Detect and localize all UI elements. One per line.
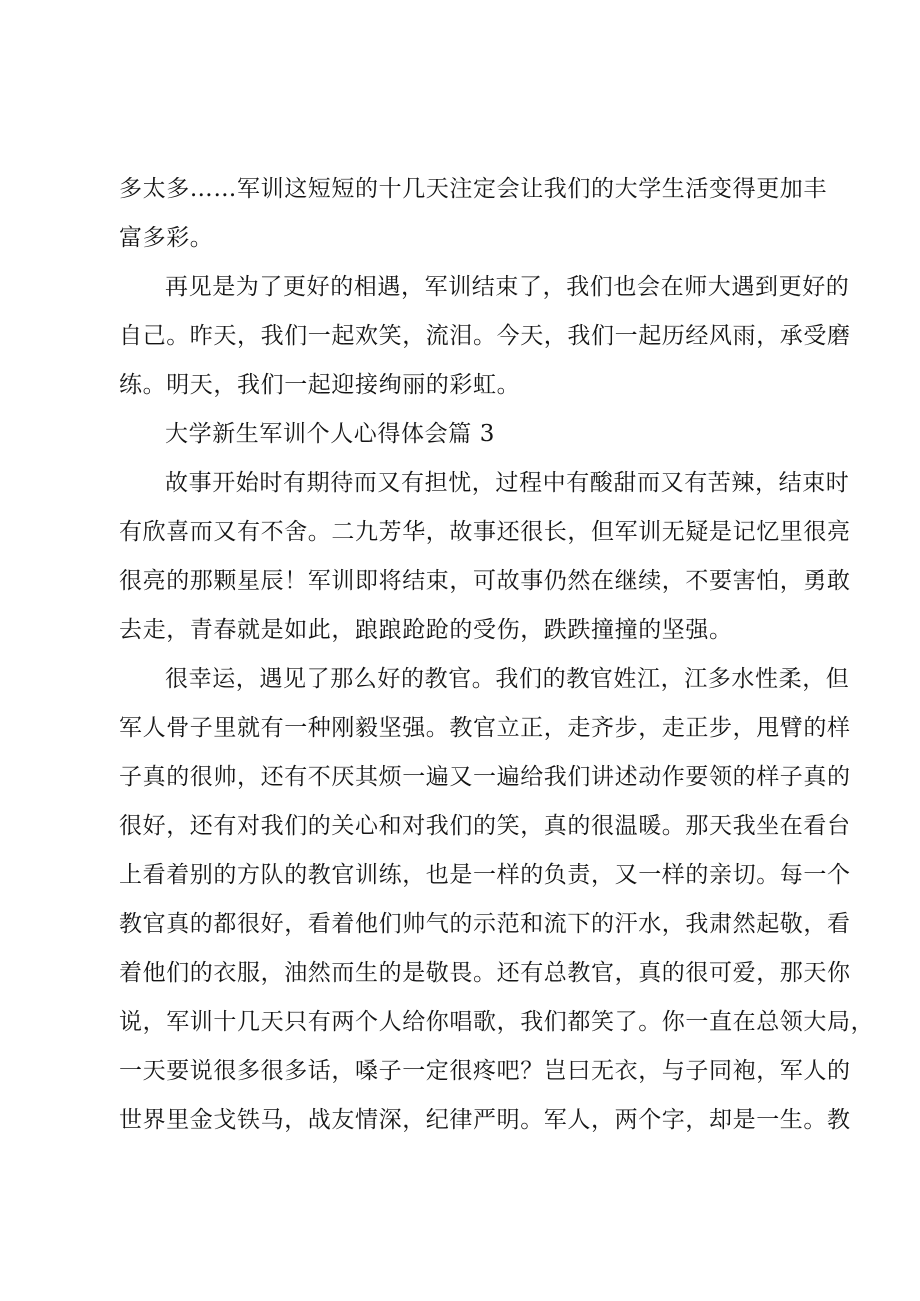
- text-line: 练。明天，我们一起迎接绚丽的彩虹。: [119, 372, 521, 398]
- text-line: 着他们的衣服，油然而生的是敬畏。还有总教官，真的很可爱，那天你: [119, 960, 851, 986]
- text-line: 故事开始时有期待而又有担忧，过程中有酸甜而又有苦辣，结束时: [165, 470, 850, 496]
- text-line: 多太多……军训这短短的十几天注定会让我们的大学生活变得更加丰: [119, 176, 827, 202]
- text-line: 很亮的那颗星辰！军训即将结束，可故事仍然在继续，不要害怕，勇敢: [119, 568, 851, 594]
- text-line: 说，军训十几天只有两个人给你唱歌，我们都笑了。你一直在总领大局，: [119, 1009, 875, 1035]
- text-line: 一天要说很多很多话，嗓子一定很疼吧？岂曰无衣，与子同袍，军人的: [119, 1058, 851, 1084]
- text-line: 上看着别的方队的教官训练，也是一样的负责，又一样的亲切。每一个: [119, 862, 851, 888]
- text-line: 教官真的都很好，看着他们帅气的示范和流下的汗水，我肃然起敬，看: [119, 911, 851, 937]
- text-line: 去走，青春就是如此，踉踉跄跄的受伤，跌跌撞撞的坚强。: [119, 617, 733, 643]
- section-heading: 大学新生军训个人心得体会篇 3: [165, 421, 495, 447]
- text-line: 很好，还有对我们的关心和对我们的笑，真的很温暖。那天我坐在看台: [119, 813, 851, 839]
- text-line: 有欣喜而又有不舍。二九芳华，故事还很长，但军训无疑是记忆里很亮: [119, 519, 851, 545]
- text-line: 富多彩。: [119, 225, 214, 251]
- text-line: 子真的很帅，还有不厌其烦一遍又一遍给我们讲述动作要领的样子真的: [119, 764, 851, 790]
- text-line: 再见是为了更好的相遇，军训结束了，我们也会在师大遇到更好的: [165, 274, 850, 300]
- text-line: 自己。昨天，我们一起欢笑，流泪。今天，我们一起历经风雨，承受磨: [119, 323, 851, 349]
- text-line: 军人骨子里就有一种刚毅坚强。教官立正，走齐步，走正步，甩臂的样: [119, 715, 851, 741]
- text-line: 很幸运，遇见了那么好的教官。我们的教官姓江，江多水性柔，但: [165, 666, 850, 692]
- text-line: 世界里金戈铁马，战友情深，纪律严明。军人，两个字，却是一生。教: [119, 1107, 851, 1133]
